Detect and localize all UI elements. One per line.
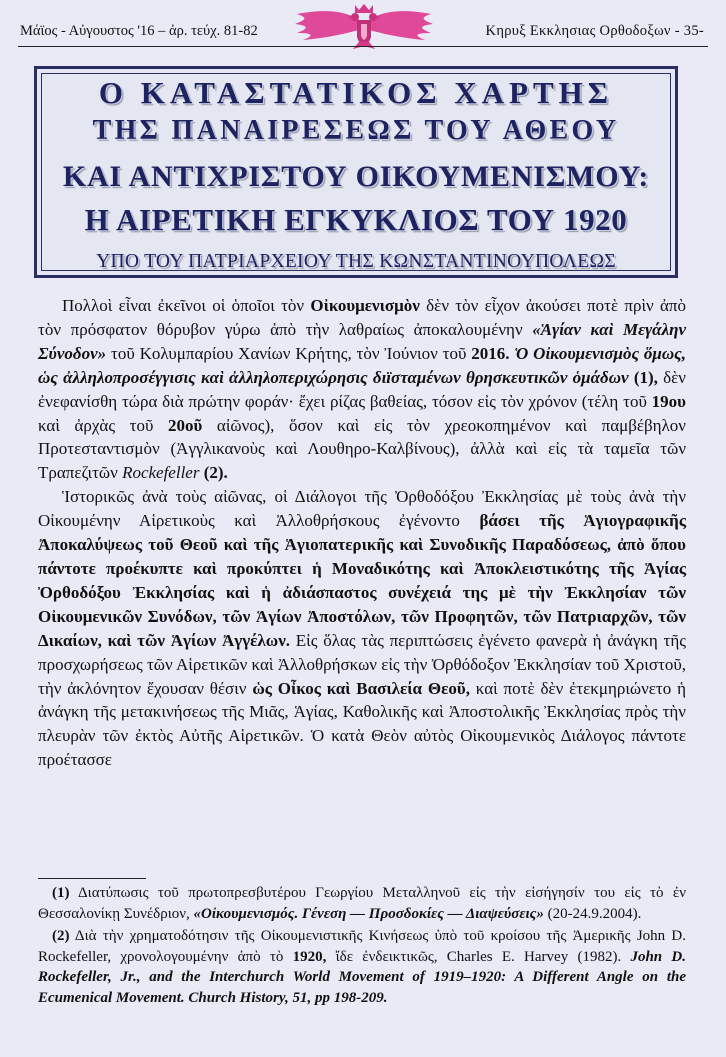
text-run: καὶ ποτὲ δὲν ἐτεκμηριώνετο ἡ ἀνάγκη τῆς μετακινήσεως τῆς Μιᾶς, Ἁγίας, Καθολικῆς καὶ Ἀποστολικῆς Ἐκκλησίας πρὸς τὴν πλευρὰν τῶν ἐκτὸς Αὐτῆς Αἱρετικῶν. Ὁ κατὰ Θεὸν αὐτὸς Οἰκουμενικὸς Διάλογος πάντοτε προέτασσε: [38, 678, 686, 770]
footnote-divider: [38, 878, 146, 879]
footnotes: [38, 883, 686, 1011]
article-title-box: [34, 66, 678, 278]
italic-run: Rockefeller: [122, 463, 200, 483]
bold-italic-run: John D. Rockefeller, Jr., and the Interchurch World Movement of 1919–1920: A Different Angle on the Ecumenical Movement. Church History, 51, pp 198-209.: [38, 948, 686, 1006]
footnote-2: [38, 926, 686, 1008]
text-run: καὶ ἀρχὰς τοῦ: [38, 415, 168, 435]
journal-title: Κηρυξ Εκκλησιας Ορθοδοξων - 35-: [485, 23, 704, 39]
title-line-2: ΤΗΣ ΠΑΝΑΙΡΕΣΕΩΣ ΤΟΥ ΑΘΕΟΥ: [92, 115, 620, 146]
bold-run: 1920,: [292, 948, 327, 965]
text-run: τοῦ Κολυμπαρίου Χανίων Κρήτης, τὸν Ἰούνιον τοῦ: [106, 343, 472, 363]
bold-run: 19ου: [651, 391, 686, 411]
title-line-3: ΚΑΙ ΑΝΤΙΧΡΙΣΤΟΥ ΟΙΚΟΥΜΕΝΙΣΜΟΥ:: [62, 160, 650, 193]
paragraph-1: [38, 294, 686, 485]
text-run: Ἱστορικῶς ἀνὰ τοὺς αἰῶνας, οἱ Διάλογοι τῆς Ὀρθοδόξου Ἐκκλησίας μὲ τοὺς ἀνὰ τὴν Οἰκουμένην Αἱρετικοὺς καὶ Ἀλλοθρήσκους ἐγένοντο: [38, 487, 686, 531]
footnote-1: [38, 883, 686, 924]
title-line-1: Ο ΚΑΤΑΣΤΑΤΙΚΟΣ ΧΑΡΤΗΣ: [98, 75, 614, 110]
bold-run: ὡς Οἶκος καὶ Βασιλεία Θεοῦ,: [252, 678, 470, 698]
bold-run: 20οῦ: [168, 415, 203, 435]
bold-run: 2016.: [471, 343, 510, 363]
issue-info: Μάϊος - Αὐγουστος '16 – ἀρ. τεύχ. 81-82: [20, 23, 258, 39]
footnote-ref-2: (2).: [203, 463, 228, 483]
bold-run: Οἰκουμενισμὸν: [310, 296, 420, 315]
page-header: [0, 0, 726, 50]
text-run: αἰῶνος), ὅσον καὶ εἰς τὸν χρεοκοπημένον καὶ παμβέβηλον Προτεσταντισμὸν (Ἀγγλικανοὺς καὶ Λουθηρο-Καλβίνους), ἀλλὰ καὶ εἰς τὰ ταμεῖα τῶν Τραπεζιτῶν: [38, 415, 686, 483]
text-run: (20-24.9.2004).: [543, 905, 642, 922]
text-run: Διατύπωσις τοῦ πρωτοπρεσβυτέρου Γεωργίου Μεταλληνοῦ εἰς τὴν εἰσήγησίν του εἰς τὸ ἐν Θεσσαλονίκῃ Συνέδριον,: [38, 885, 686, 922]
title-subtitle: ΥΠΟ ΤΟΥ ΠΑΤΡΙΑΡΧΕΙΟΥ ΤΗΣ ΚΩΝΣΤΑΝΤΙΝΟΥΠΟΛΕΩΣ: [96, 251, 616, 272]
title-line-4: Η ΑΙΡΕΤΙΚΗ ΕΓΚΥΚΛΙΟΣ ΤΟΥ 1920: [84, 202, 628, 237]
bold-italic-run: Ὁ Οἰκουμενισμὸς ὅμως, ὡς ἀλληλοπροσέγγισις καὶ ἀλληλοπεριχώρησις διϊσταμένων θρησκευτικῶν ὁμάδων: [38, 343, 687, 387]
footnote-number: (2): [52, 928, 70, 945]
text-run: Εἰς ὅλας τὰς περιπτώσεις ἐγένετο φανερὰ ἡ ἀνάγκη τῆς προσχωρήσεως τῶν Αἱρετικῶν καὶ Ἀλλοθρήσκων εἰς τὴν Ὀρθόδοξον Ἐκκλησίαν τοῦ Χριστοῦ, τὴν ἀκλόνητον ἔχουσαν θέσιν: [38, 630, 686, 698]
footnote-ref-1: (1),: [633, 367, 658, 387]
text-run: δὲν ἐνεφανίσθη τώρα διὰ πρώτην φοράν· ἔχει ρίζας βαθείας, τόσον εἰς τὸν χρόνον (τέλη τοῦ: [38, 367, 686, 411]
bold-italic-run: «Ἁγίαν καὶ Μεγάλην Σύνοδον»: [38, 319, 686, 363]
paragraph-2: [38, 485, 686, 772]
text-run: Πολλοὶ εἶναι ἐκεῖνοι οἱ ὁποῖοι τὸν: [62, 296, 311, 315]
double-headed-eagle-icon: [289, 2, 439, 50]
text-run: Διὰ τὴν χρηματοδότησιν τῆς Οἰκουμενιστικῆς Κινήσεως ὑπὸ τοῦ κροίσου τῆς Ἀμερικῆς John D. Rockefeller, χρονολογουμένην ἀπὸ τὸ: [38, 928, 686, 965]
text-run: ἴδε ἐνδεικτικῶς, Charles E. Harvey (1982).: [326, 948, 631, 965]
text-run: δὲν τὸν εἶχον ἀκούσει ποτὲ πρὶν ἀπὸ τὸν πρόσφατον θόρυβον γύρω ἀπὸ τὴν λαθραίως ἀποκαλουμένην: [38, 296, 687, 339]
article-body: [38, 294, 686, 772]
header-divider: [18, 46, 708, 47]
footnote-number: (1): [52, 885, 70, 901]
bold-italic-run: «Οἰκουμενισμός. Γένεση — Προσδοκίες — Διαψεύσεις»: [193, 905, 544, 922]
bold-run: βάσει τῆς Ἁγιογραφικῆς Ἀποκαλύψεως τοῦ Θεοῦ καὶ τῆς Ἁγιοπατερικῆς καὶ Συνοδικῆς Παραδόσεως, ἀπὸ ὅπου πάντοτε προέκυπτε καὶ προκύπτει ἡ Μοναδικότης καὶ Ἀποκλειστικότης τῆς Ἁγίας Ὀρθοδόξου Ἐκκλησίας καὶ ἡ ἀδιάσπαστος συνέχειά της μὲ τὴν Ἐκκλησίαν τῶν Οἰκουμενικῶν Συνόδων, τῶν Ἁγίων Ἀποστόλων, τῶν Προφητῶν, τῶν Πατριαρχῶν, τῶν Δικαίων, καὶ τῶν Ἁγίων Ἀγγέλων.: [38, 511, 687, 650]
